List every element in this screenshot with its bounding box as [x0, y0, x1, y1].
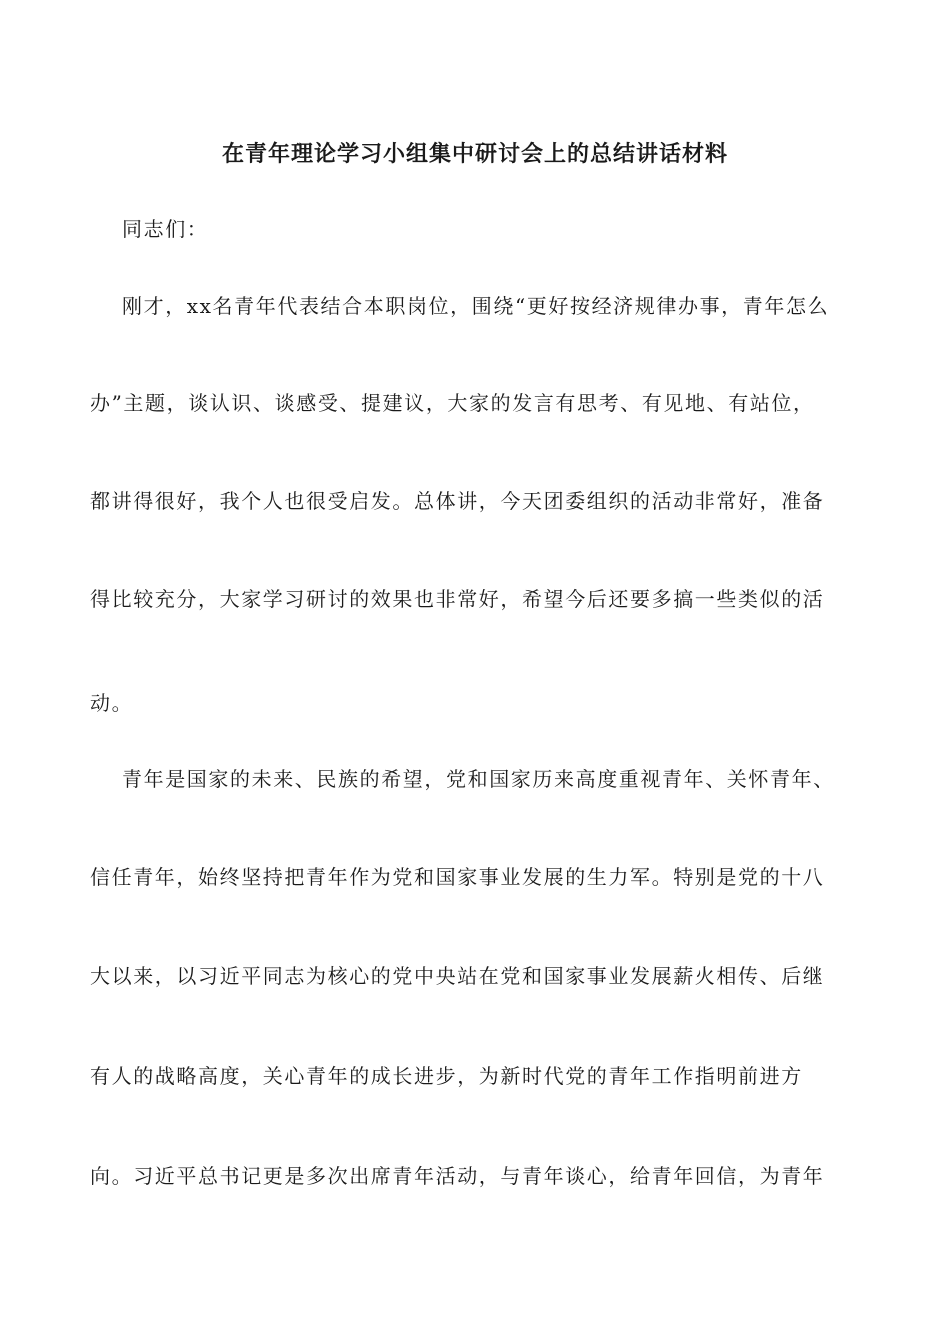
paragraph-1-line-4: 得比较充分，大家学习研讨的效果也非常好，希望今后还要多搞一些类似的活: [90, 587, 825, 611]
paragraph-1-line-3: 都讲得很好，我个人也很受启发。总体讲，今天团委组织的活动非常好，准备: [90, 489, 825, 513]
paragraph-2-line-4: 有人的战略高度，关心青年的成长进步，为新时代党的青年工作指明前进方: [90, 1064, 803, 1088]
paragraph-2-line-3: 大以来，以习近平同志为核心的党中央站在党和国家事业发展薪火相传、后继: [90, 964, 825, 988]
paragraph-2-line-1: 青年是国家的未来、民族的希望，党和国家历来高度重视青年、关怀青年、: [122, 767, 835, 791]
paragraph-1-line-5: 动。: [90, 691, 134, 715]
salutation: 同志们：: [122, 217, 209, 241]
paragraph-1-line-2: 办”主题，谈认识、谈感受、提建议，大家的发言有思考、有见地、有站位，: [90, 391, 815, 415]
paragraph-2-line-2: 信任青年，始终坚持把青年作为党和国家事业发展的生力军。特别是党的十八: [90, 865, 825, 889]
paragraph-1-line-1: 刚才，xx名青年代表结合本职岗位，围绕“更好按经济规律办事，青年怎么: [122, 294, 830, 318]
paragraph-2-line-5: 向。习近平总书记更是多次出席青年活动，与青年谈心，给青年回信，为青年: [90, 1164, 825, 1188]
document-title: 在青年理论学习小组集中研讨会上的总结讲话材料: [221, 141, 728, 167]
